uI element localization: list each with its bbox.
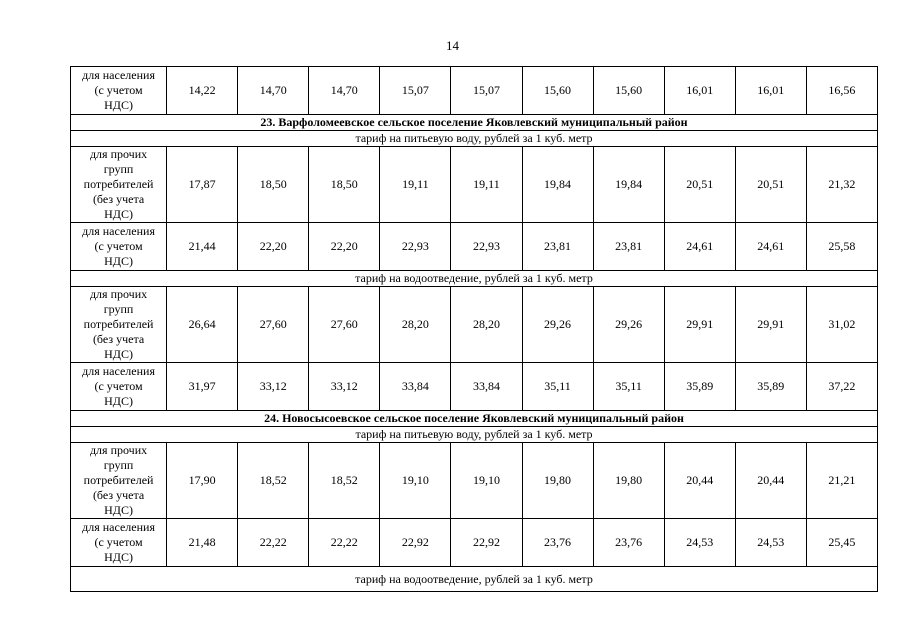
tariff-value-cell: 19,10 bbox=[451, 443, 522, 519]
label-line: НДС) bbox=[104, 503, 133, 517]
label-line: НДС) bbox=[104, 550, 133, 564]
tariff-value-cell: 20,44 bbox=[735, 443, 806, 519]
tariff-value-cell: 17,87 bbox=[167, 147, 238, 223]
label-line: для населения bbox=[82, 364, 155, 378]
consumer-group-label bbox=[71, 519, 167, 567]
tariff-value-cell: 22,20 bbox=[238, 223, 309, 271]
table-row bbox=[71, 223, 878, 271]
tariff-value-cell: 22,22 bbox=[238, 519, 309, 567]
tariff-value-cell: 24,61 bbox=[735, 223, 806, 271]
tariff-value-cell: 20,51 bbox=[664, 147, 735, 223]
label-line: (без учета bbox=[92, 192, 145, 206]
tariff-type-heading: тариф на питьевую воду, рублей за 1 куб. метр bbox=[71, 427, 878, 443]
tariff-value-cell: 35,89 bbox=[664, 363, 735, 411]
label-line: групп bbox=[103, 458, 134, 472]
tariff-value-cell: 24,61 bbox=[664, 223, 735, 271]
tariff-value-cell: 18,52 bbox=[309, 443, 380, 519]
tariff-value-cell: 22,93 bbox=[451, 223, 522, 271]
tariff-value-cell: 20,44 bbox=[664, 443, 735, 519]
table-row bbox=[71, 443, 878, 519]
tariff-value-cell: 28,20 bbox=[380, 287, 451, 363]
tariff-value-cell: 18,50 bbox=[309, 147, 380, 223]
tariff-value-cell: 23,81 bbox=[593, 223, 664, 271]
tariff-value-cell: 21,21 bbox=[806, 443, 877, 519]
tariff-value-cell: 24,53 bbox=[735, 519, 806, 567]
label-line: НДС) bbox=[104, 347, 133, 361]
tariff-value-cell: 14,70 bbox=[309, 67, 380, 115]
consumer-group-label bbox=[71, 443, 167, 519]
tariff-value-cell: 16,56 bbox=[806, 67, 877, 115]
table-row bbox=[71, 519, 878, 567]
tariff-value-cell: 29,91 bbox=[735, 287, 806, 363]
tariff-value-cell: 25,45 bbox=[806, 519, 877, 567]
table-row bbox=[71, 67, 878, 115]
tariff-value-cell: 19,84 bbox=[593, 147, 664, 223]
tariff-value-cell: 14,70 bbox=[238, 67, 309, 115]
tariff-value-cell: 27,60 bbox=[238, 287, 309, 363]
consumer-group-label bbox=[71, 223, 167, 271]
tariff-value-cell: 29,26 bbox=[593, 287, 664, 363]
tariff-value-cell: 15,07 bbox=[451, 67, 522, 115]
tariff-value-cell: 18,52 bbox=[238, 443, 309, 519]
section-row bbox=[71, 115, 878, 131]
tariff-value-cell: 22,20 bbox=[309, 223, 380, 271]
tariff-value-cell: 16,01 bbox=[664, 67, 735, 115]
tariff-value-cell: 19,80 bbox=[522, 443, 593, 519]
tariff-value-cell: 15,07 bbox=[380, 67, 451, 115]
tariff-value-cell: 25,58 bbox=[806, 223, 877, 271]
label-line: групп bbox=[103, 162, 134, 176]
tariff-type-heading: тариф на водоотведение, рублей за 1 куб. метр bbox=[71, 271, 878, 287]
label-line: групп bbox=[103, 302, 134, 316]
tariff-value-cell: 33,12 bbox=[309, 363, 380, 411]
consumer-group-label bbox=[71, 363, 167, 411]
section-row bbox=[71, 411, 878, 427]
settlement-heading: 24. Новосысоевское сельское поселение Яковлевский муниципальный район bbox=[71, 411, 878, 427]
tariff-value-cell: 22,92 bbox=[451, 519, 522, 567]
tariff-value-cell: 19,11 bbox=[380, 147, 451, 223]
tariff-value-cell: 33,84 bbox=[380, 363, 451, 411]
label-line: для прочих bbox=[89, 147, 148, 161]
tariff-value-cell: 26,64 bbox=[167, 287, 238, 363]
tariff-value-cell: 37,22 bbox=[806, 363, 877, 411]
consumer-group-label bbox=[71, 67, 167, 115]
label-line: потребителей bbox=[83, 317, 154, 331]
consumer-group-label bbox=[71, 147, 167, 223]
label-line: для прочих bbox=[89, 287, 148, 301]
label-line: (с учетом bbox=[94, 239, 143, 253]
label-line: для населения bbox=[82, 224, 155, 238]
label-line: (без учета bbox=[92, 488, 145, 502]
tariff-value-cell: 23,76 bbox=[522, 519, 593, 567]
label-line: для прочих bbox=[89, 443, 148, 457]
tariff-table-body bbox=[71, 67, 878, 592]
tariff-value-cell: 31,97 bbox=[167, 363, 238, 411]
tariff-value-cell: 21,32 bbox=[806, 147, 877, 223]
tariff-value-cell: 29,91 bbox=[664, 287, 735, 363]
label-line: НДС) bbox=[104, 98, 133, 112]
tariff-value-cell: 17,90 bbox=[167, 443, 238, 519]
tariff-value-cell: 18,50 bbox=[238, 147, 309, 223]
table-row bbox=[71, 363, 878, 411]
tariff-value-cell: 23,81 bbox=[522, 223, 593, 271]
tariff-value-cell: 22,93 bbox=[380, 223, 451, 271]
tariff-value-cell: 19,11 bbox=[451, 147, 522, 223]
tariff-value-cell: 24,53 bbox=[664, 519, 735, 567]
settlement-heading: 23. Варфоломеевское сельское поселение Яковлевский муниципальный район bbox=[71, 115, 878, 131]
tariff-value-cell: 27,60 bbox=[309, 287, 380, 363]
label-line: НДС) bbox=[104, 254, 133, 268]
label-line: НДС) bbox=[104, 207, 133, 221]
tariff-value-cell: 35,89 bbox=[735, 363, 806, 411]
page-number: 14 bbox=[446, 38, 459, 53]
subsection-row bbox=[71, 271, 878, 287]
label-line: (с учетом bbox=[94, 83, 143, 97]
tariff-value-cell: 28,20 bbox=[451, 287, 522, 363]
label-line: для населения bbox=[82, 68, 155, 82]
label-line: (с учетом bbox=[94, 379, 143, 393]
tariff-value-cell: 22,22 bbox=[309, 519, 380, 567]
label-line: для населения bbox=[82, 520, 155, 534]
table-row bbox=[71, 147, 878, 223]
tariff-value-cell: 19,84 bbox=[522, 147, 593, 223]
tariff-value-cell: 33,12 bbox=[238, 363, 309, 411]
table-row bbox=[71, 287, 878, 363]
tariff-value-cell: 22,92 bbox=[380, 519, 451, 567]
tariff-value-cell: 29,26 bbox=[522, 287, 593, 363]
label-line: (с учетом bbox=[94, 535, 143, 549]
label-line: (без учета bbox=[92, 332, 145, 346]
tariff-value-cell: 19,80 bbox=[593, 443, 664, 519]
consumer-group-label bbox=[71, 287, 167, 363]
tariff-value-cell: 21,44 bbox=[167, 223, 238, 271]
tariff-value-cell: 21,48 bbox=[167, 519, 238, 567]
label-line: НДС) bbox=[104, 394, 133, 408]
tariff-value-cell: 16,01 bbox=[735, 67, 806, 115]
label-line: потребителей bbox=[83, 177, 154, 191]
tariff-value-cell: 31,02 bbox=[806, 287, 877, 363]
tariff-value-cell: 23,76 bbox=[593, 519, 664, 567]
tariff-type-heading: тариф на питьевую воду, рублей за 1 куб. метр bbox=[71, 131, 878, 147]
tariff-value-cell: 20,51 bbox=[735, 147, 806, 223]
subsection-row bbox=[71, 427, 878, 443]
subsection-row bbox=[71, 567, 878, 592]
tariff-value-cell: 14,22 bbox=[167, 67, 238, 115]
tariff-value-cell: 19,10 bbox=[380, 443, 451, 519]
tariff-value-cell: 35,11 bbox=[522, 363, 593, 411]
tariff-value-cell: 15,60 bbox=[522, 67, 593, 115]
tariff-table bbox=[70, 66, 878, 592]
tariff-value-cell: 35,11 bbox=[593, 363, 664, 411]
tariff-type-heading: тариф на водоотведение, рублей за 1 куб. метр bbox=[71, 567, 878, 592]
tariff-value-cell: 33,84 bbox=[451, 363, 522, 411]
subsection-row bbox=[71, 131, 878, 147]
label-line: потребителей bbox=[83, 473, 154, 487]
tariff-value-cell: 15,60 bbox=[593, 67, 664, 115]
